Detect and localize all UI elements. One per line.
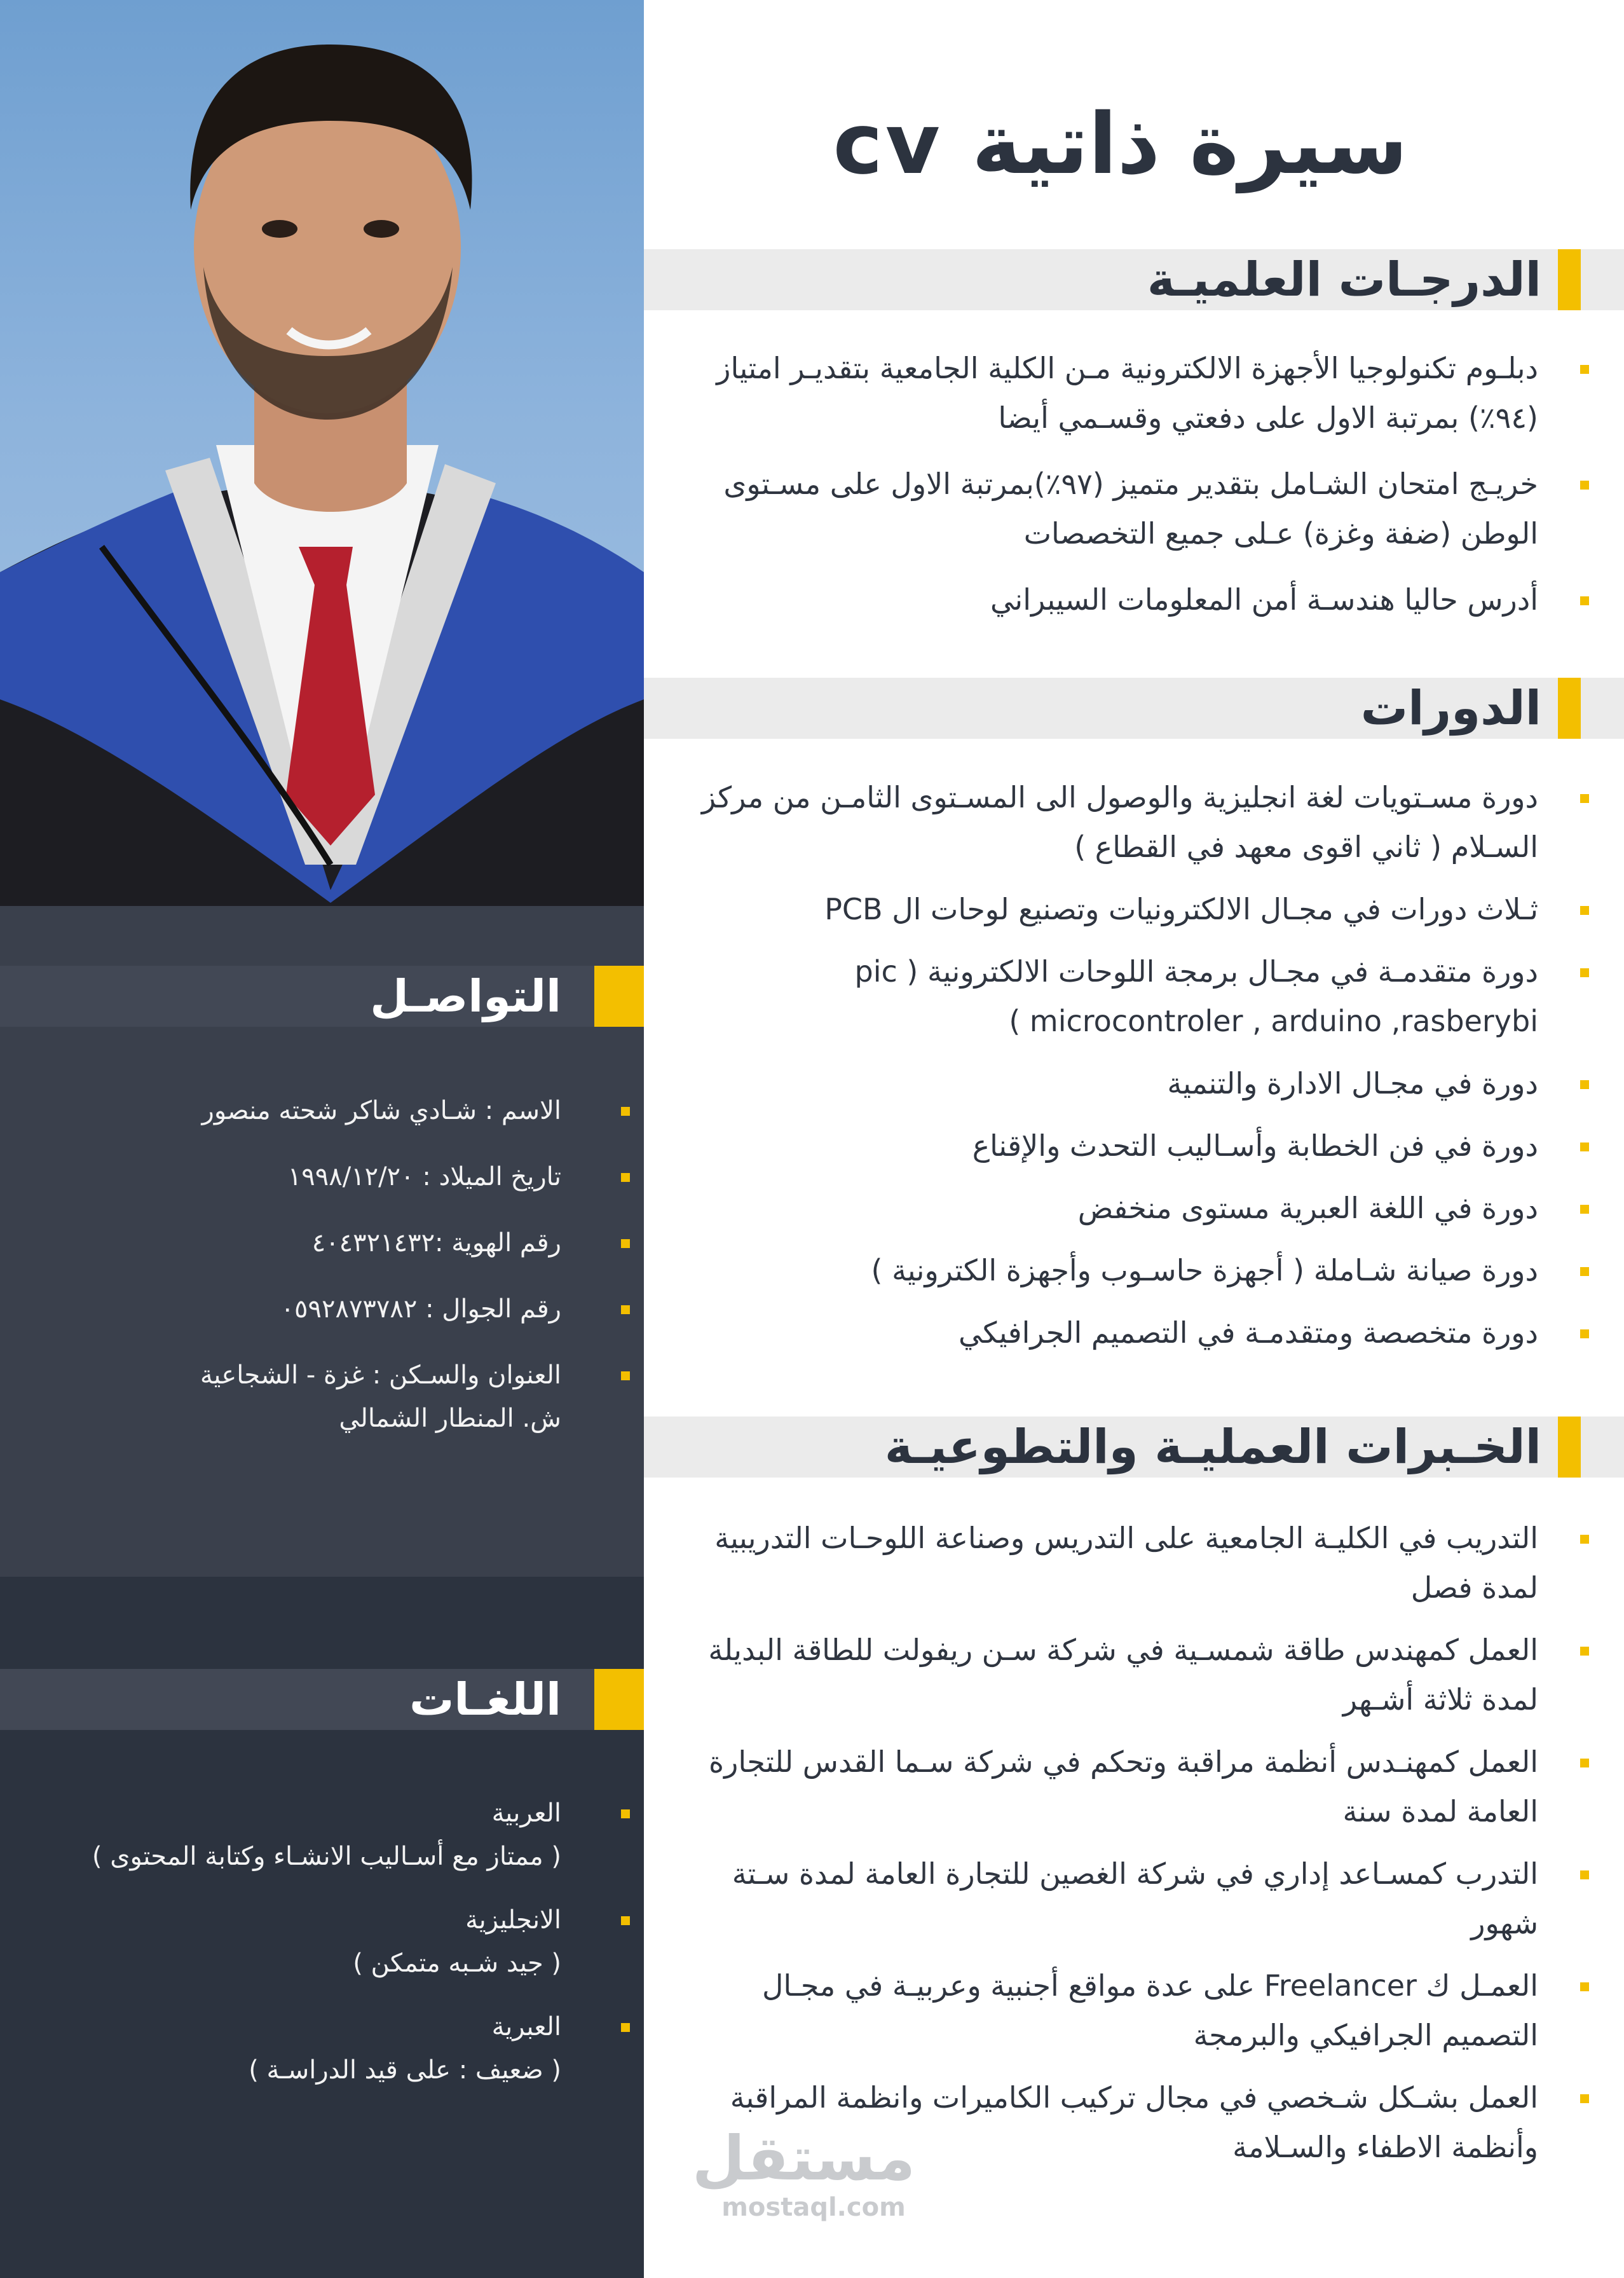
- courses-heading: الدورات: [1360, 681, 1541, 736]
- bullet-icon: [1580, 794, 1589, 803]
- language-item: العربية ( ممتاز مع أسـاليب الانشـاء وكتابة المحتوى ): [40, 1792, 561, 1878]
- contact-name: الاسم : شـادي شاكر شحته منصور: [40, 1089, 561, 1132]
- experience-item: العمل بشـكل شـخصي في مجال تركيب الكاميرات وانظمة المراقبة وأنظمة الاطفاء والسـلامة: [686, 2073, 1538, 2172]
- bullet-icon: [621, 1173, 630, 1182]
- contact-address: العنوان والسـكن : غزة - الشجاعية ش. المنطار الشمالي: [167, 1354, 561, 1440]
- experience-heading-accent: [1558, 1417, 1581, 1478]
- bullet-icon: [1580, 1267, 1589, 1276]
- bullet-icon: [621, 2023, 630, 2032]
- bullet-icon: [621, 1371, 630, 1380]
- bullet-icon: [1580, 1759, 1589, 1767]
- bullet-icon: [1580, 596, 1589, 605]
- bullet-icon: [1580, 1142, 1589, 1151]
- bullet-icon: [1580, 1205, 1589, 1214]
- courses-list: [686, 772, 1538, 1370]
- contact-list: [40, 1089, 561, 1463]
- course-item: دورة متخصصة ومتقدمـة في التصميم الجرافيكي: [686, 1308, 1538, 1357]
- degrees-heading-band: [644, 249, 1624, 310]
- degrees-heading-accent: [1558, 249, 1581, 310]
- degrees-list: [686, 343, 1538, 641]
- course-item: دورة صيانة شـاملة ( أجهزة حاسـوب وأجهزة الكترونية ): [686, 1245, 1538, 1295]
- contact-phone: رقم الجوال : ٠٥٩٢٨٧٣٧٨٢: [40, 1287, 561, 1331]
- degree-item: خريـج امتحان الشـامل بتقدير متميز (٩٧٪)بمرتبة الاول على مسـتوى الوطن (ضفة وغزة) عـلى جميع التخصصات: [686, 459, 1538, 558]
- degree-item: أدرس حاليا هندسـة أمن المعلومات السيبراني: [686, 575, 1538, 624]
- bullet-icon: [1580, 2094, 1589, 2103]
- experience-item: العمل كمهنـدس أنظمة مراقبة وتحكم في شركة سـما القدس للتجارة العامة لمدة سنة: [686, 1737, 1538, 1836]
- experience-item: التدرب كمسـاعد إداري في شركة الغصين للتجارة العامة لمدة سـتة شهور: [686, 1849, 1538, 1948]
- bullet-icon: [1580, 365, 1589, 374]
- watermark-url: mostaql.com: [721, 2193, 906, 2222]
- bullet-icon: [1580, 1647, 1589, 1656]
- bullet-icon: [1580, 1870, 1589, 1879]
- mostaql-watermark: [692, 2123, 915, 2238]
- bullet-icon: [621, 1305, 630, 1314]
- course-item: دورة متقدمـة في مجـال برمجة اللوحات الالكترونية ( pic microcontroler , arduino ,rasberybi ): [686, 947, 1538, 1046]
- bullet-icon: [621, 1809, 630, 1818]
- courses-heading-accent: [1558, 678, 1581, 739]
- bullet-icon: [621, 1239, 630, 1248]
- experience-heading-band: [644, 1417, 1624, 1478]
- course-item: دورة مسـتويات لغة انجليزية والوصول الى المسـتوى الثامـن من مركز السـلام ( ثاني اقوى معهد في القطاع ): [686, 772, 1538, 872]
- bullet-icon: [1580, 1535, 1589, 1544]
- experience-item: العمل كمهندس طاقة شمسـية في شركة سـن ريفولت للطاقة البديلة لمدة ثلاثة أشـهر: [686, 1625, 1538, 1724]
- languages-heading-band: [0, 1669, 644, 1730]
- courses-heading-band: [644, 678, 1624, 739]
- experience-item: العمـل ك Freelancer على عدة مواقع أجنبية وعربيـة في مجـال التصميم الجرافيكي والبرمجة: [686, 1961, 1538, 2060]
- languages-heading-accent: [594, 1669, 644, 1730]
- bullet-icon: [1580, 1329, 1589, 1338]
- course-item: ثـلاث دورات في مجـال الالكترونيات وتصنيع لوحات ال PCB: [686, 884, 1538, 934]
- degrees-heading: الدرجـات العلميـة: [1147, 252, 1541, 307]
- bullet-icon: [621, 1107, 630, 1116]
- profile-photo: [0, 0, 644, 906]
- course-item: دورة في فن الخطابة وأسـاليب التحدث والإقناع: [686, 1121, 1538, 1170]
- contact-heading: التواصـل: [370, 970, 561, 1022]
- bullet-icon: [621, 1916, 630, 1925]
- bullet-icon: [1580, 968, 1589, 977]
- sidebar: [0, 0, 644, 2278]
- languages-list: [40, 1792, 561, 2112]
- contact-birth-date: تاريخ الميلاد : ١٩٩٨/١٢/٢٠: [40, 1155, 561, 1198]
- bullet-icon: [1580, 906, 1589, 915]
- degree-item: دبلـوم تكنولوجيا الأجهزة الالكترونية مـن الكلية الجامعية بتقديـر امتياز (٩٤٪) بمرتبة الاول على دفعتي وقسـمي أيضا: [686, 343, 1538, 443]
- page-title: سيرة ذاتية cv: [833, 95, 1408, 193]
- contact-heading-accent: [594, 966, 644, 1027]
- bullet-icon: [1580, 481, 1589, 490]
- bullet-icon: [1580, 1982, 1589, 1991]
- watermark-logo: مستقل: [692, 2123, 915, 2194]
- course-item: دورة في اللغة العبرية مستوى منخفض: [686, 1183, 1538, 1233]
- contact-heading-band: [0, 966, 644, 1027]
- course-item: دورة في مجـال الادارة والتنمية: [686, 1059, 1538, 1108]
- language-item: الانجليزية ( جيد شـبه متمكن ): [40, 1898, 561, 1985]
- contact-id-number: رقم الهوية :٤٠٤٣٢١٤٣٢: [40, 1221, 561, 1265]
- experience-heading: الخـبرات العمليـة والتطوعيـة: [884, 1420, 1541, 1474]
- experience-list: [686, 1513, 1538, 2185]
- language-item: العبرية ( ضعيف : على قيد الدراسـة ): [40, 2005, 561, 2092]
- experience-item: التدريب في الكليـة الجامعية على التدريس وصناعة اللوحـات التدريبية لمدة فصل: [686, 1513, 1538, 1612]
- languages-heading: اللغـات: [409, 1673, 561, 1726]
- bullet-icon: [1580, 1080, 1589, 1089]
